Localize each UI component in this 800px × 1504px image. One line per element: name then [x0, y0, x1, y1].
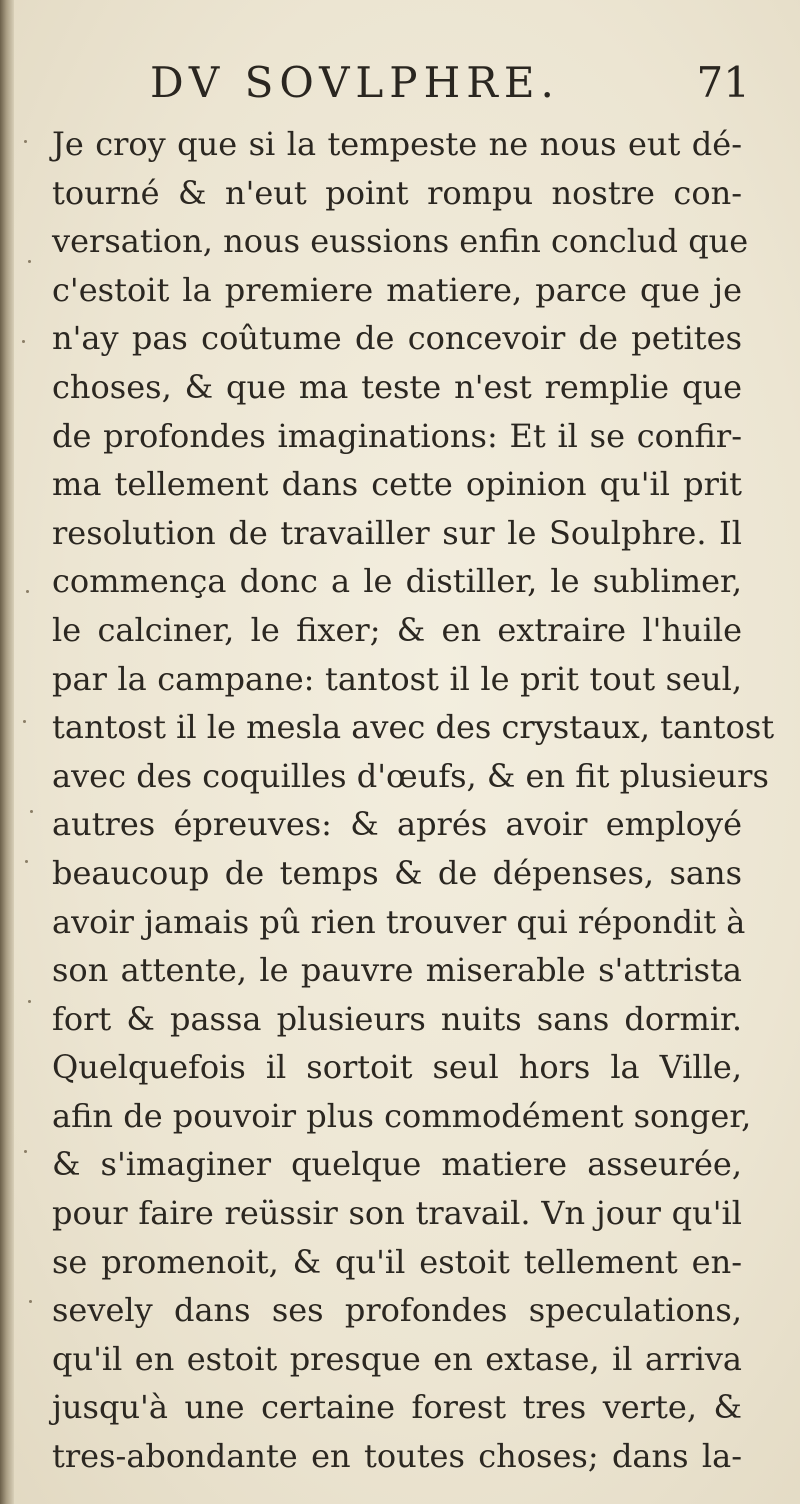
- speck: [22, 340, 25, 343]
- running-head: [150, 58, 750, 118]
- speck: [23, 720, 26, 723]
- speck: [30, 810, 33, 813]
- text-line: sevely dans ses profondes speculations,: [52, 1291, 742, 1330]
- margin-specks: [18, 120, 48, 1420]
- text-line: de profondes imaginations: Et il se confir-: [52, 416, 742, 455]
- text-line: afin de pouvoir plus commodément songer,: [52, 1096, 752, 1135]
- speck: [24, 1150, 27, 1153]
- text-line: par la campane: tantost il le prit tout seul,: [52, 659, 742, 698]
- text-line: n'ay pas coûtume de concevoir de petites: [52, 319, 742, 358]
- speck: [28, 1000, 31, 1003]
- text-line: choses, & que ma teste n'est remplie que: [52, 367, 742, 406]
- text-line: avec des coquilles d'œufs, & en fit plusieurs: [52, 756, 769, 795]
- text-line: autres épreuves: & aprés avoir employé: [52, 805, 742, 844]
- page-number: 71: [696, 58, 750, 107]
- text-line: tres-abondante en toutes choses; dans la-: [52, 1437, 742, 1476]
- text-line: Je croy que si la tempeste ne nous eut dé-: [52, 125, 742, 163]
- text-line: c'estoit la premiere matiere, parce que je: [52, 270, 742, 309]
- binding-edge: [0, 0, 14, 1504]
- text-line: tantost il le mesla avec des crystaux, tantost: [52, 708, 775, 747]
- running-head-title: DV SOVLPHRE.: [150, 58, 560, 107]
- text-line: le calciner, le fixer; & en extraire l'huile: [52, 610, 742, 649]
- text-line: commença donc a le distiller, le sublimer,: [52, 562, 742, 601]
- text-line: tourné & n'eut point rompu nostre con-: [52, 173, 742, 212]
- speck: [25, 860, 28, 863]
- speck: [28, 260, 31, 263]
- text-line: avoir jamais pû rien trouver qui répondit à: [52, 902, 746, 941]
- speck: [26, 590, 29, 593]
- body-text: [52, 120, 775, 1481]
- text-line: se promenoit, & qu'il estoit tellement en-: [52, 1242, 742, 1281]
- text-line: & s'imaginer quelque matiere asseurée,: [52, 1145, 742, 1184]
- text-line: versation, nous eussions enfin conclud que: [52, 222, 749, 261]
- speck: [29, 1300, 32, 1303]
- text-line: resolution de travailler sur le Soulphre. Il: [52, 513, 742, 552]
- text-line: qu'il en estoit presque en extase, il arriva: [52, 1339, 742, 1378]
- text-line: ma tellement dans cette opinion qu'il prit: [52, 465, 742, 504]
- text-line: son attente, le pauvre miserable s'attrista: [52, 951, 742, 990]
- text-line: jusqu'à une certaine forest tres verte, &: [52, 1388, 742, 1427]
- text-line: pour faire reüssir son travail. Vn jour qu'il: [52, 1194, 742, 1233]
- text-line: fort & passa plusieurs nuits sans dormir.: [52, 999, 742, 1038]
- text-line: beaucoup de temps & de dépenses, sans: [52, 853, 742, 892]
- text-line: Quelquefois il sortoit seul hors la Ville,: [52, 1048, 742, 1087]
- speck: [24, 140, 27, 143]
